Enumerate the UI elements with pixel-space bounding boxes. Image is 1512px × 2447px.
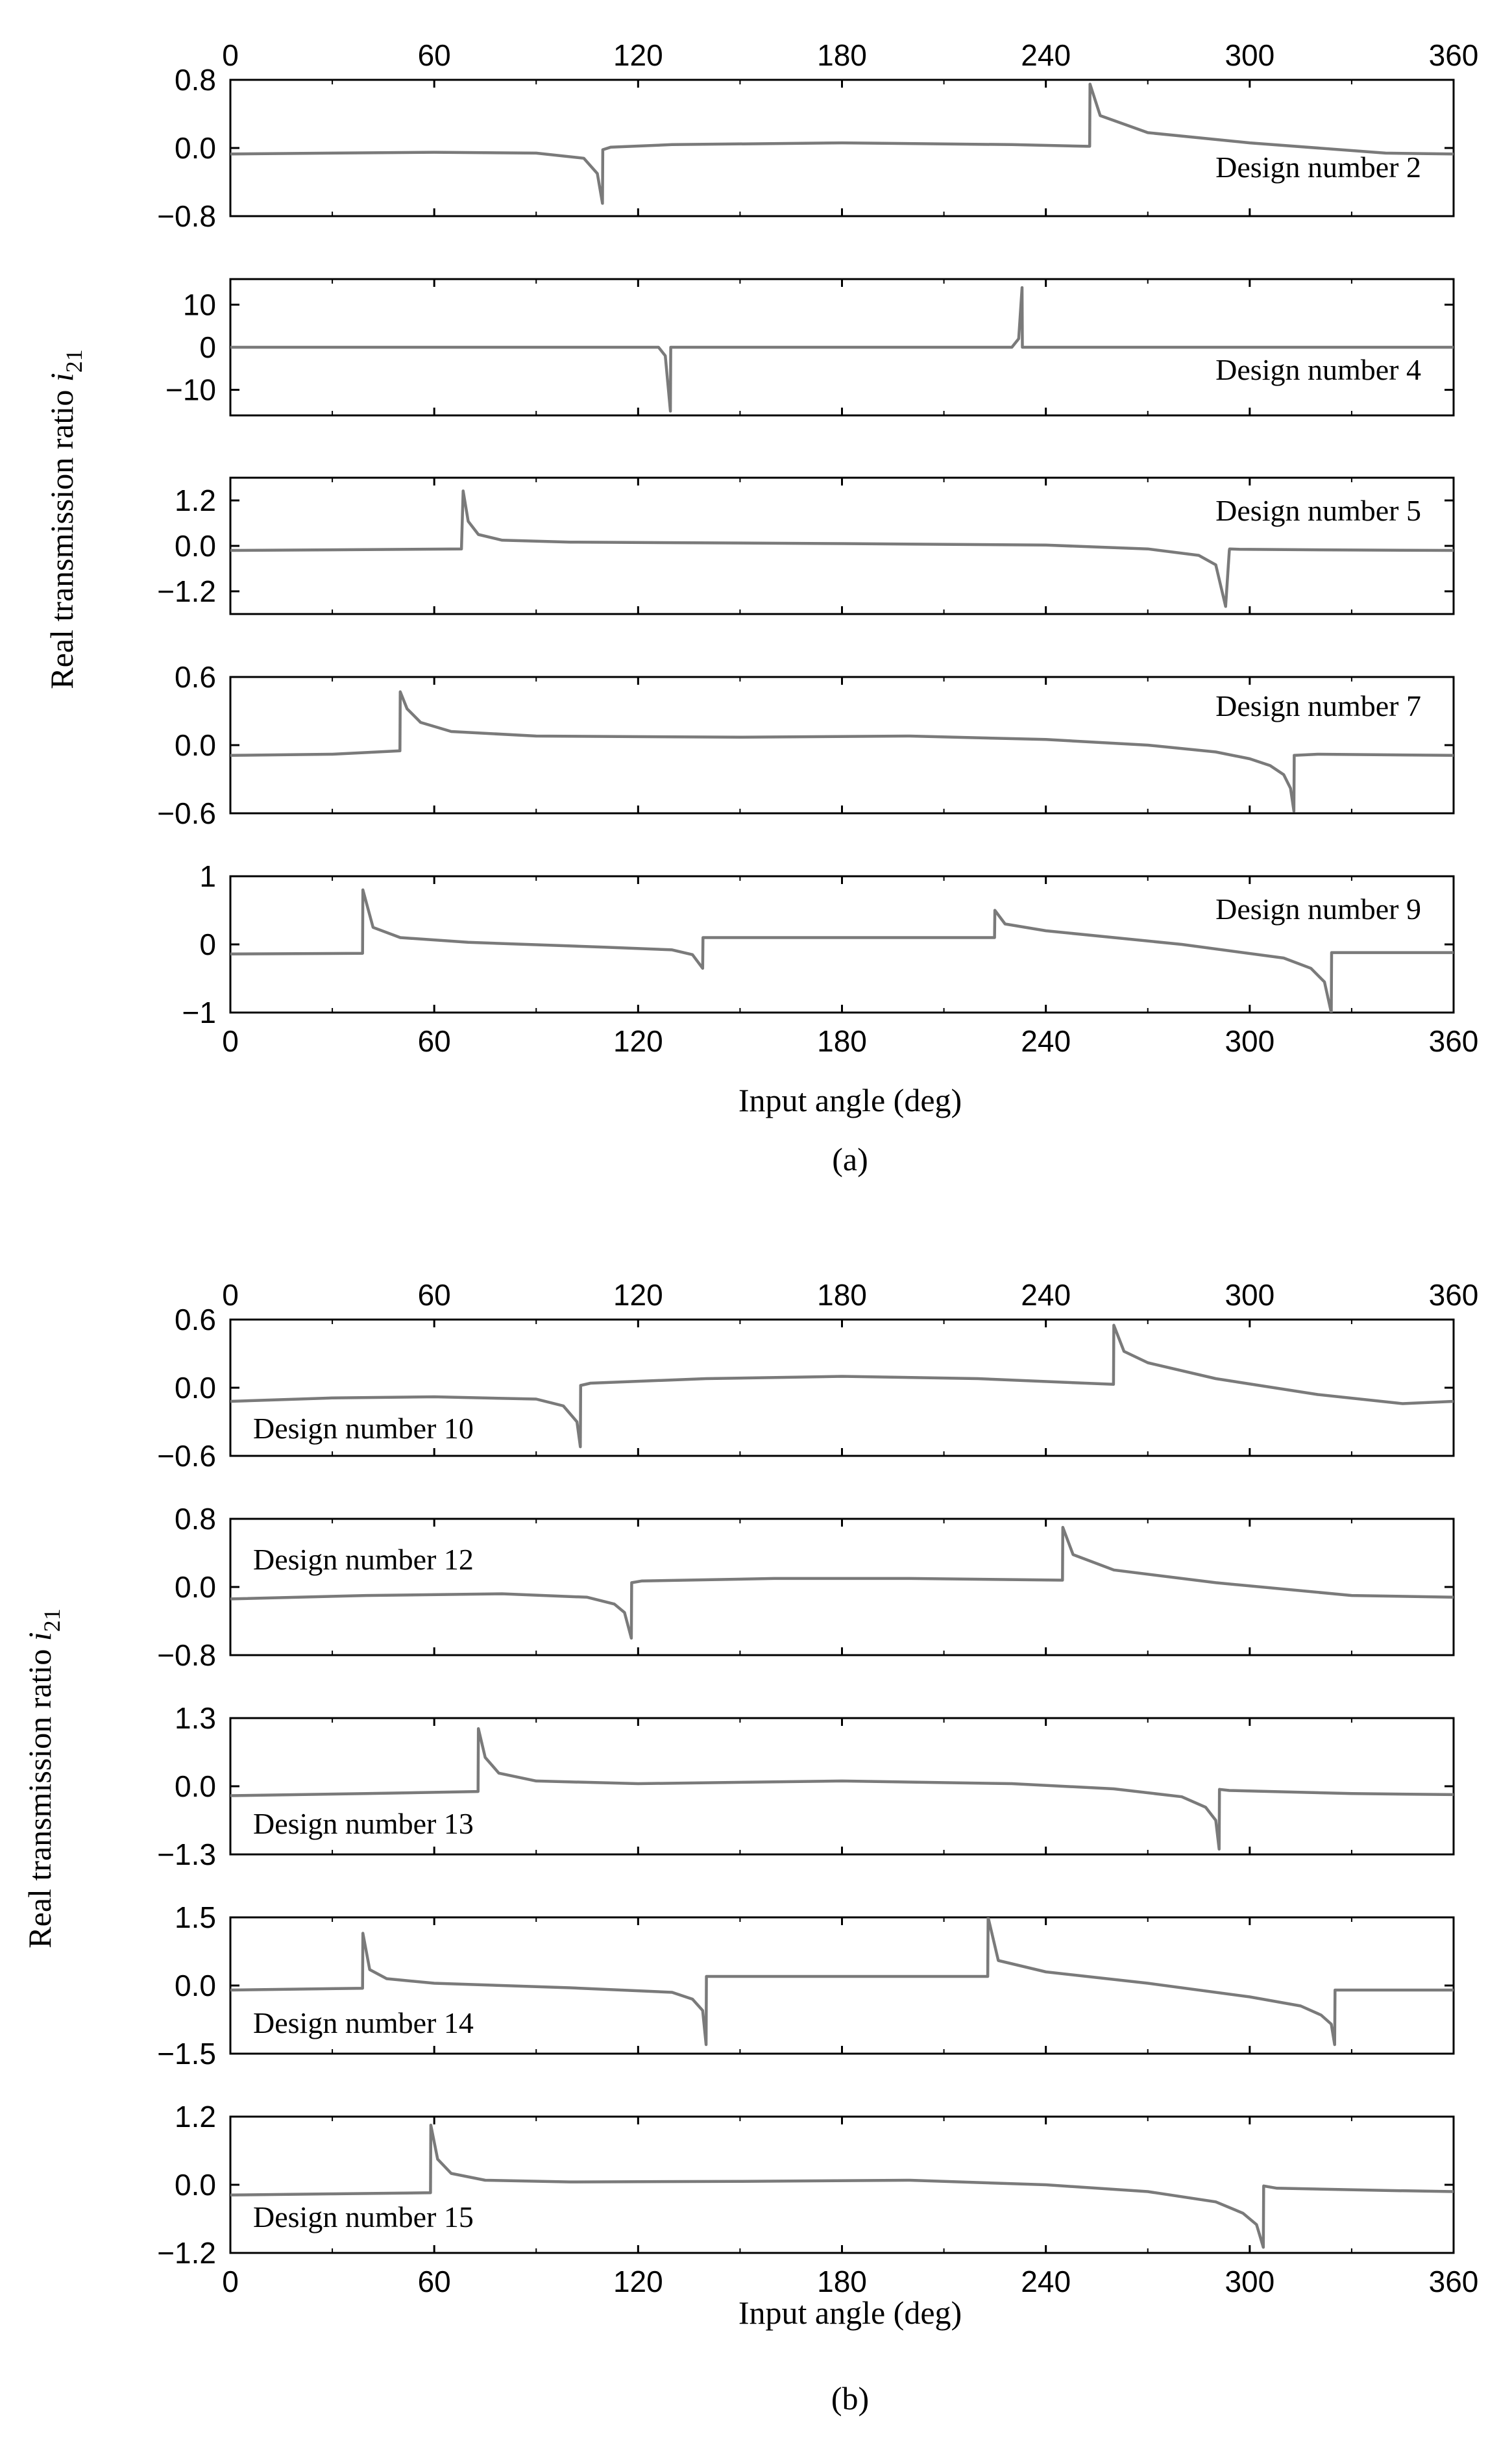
x-tick-label-top: 360	[1428, 38, 1479, 72]
design-label: Design number 4	[1215, 353, 1421, 386]
subplot-1	[157, 38, 1478, 233]
y-tick-label: 0.0	[175, 1570, 216, 1604]
y-tick-label: 0.0	[175, 1769, 216, 1803]
y-axis-title-a-italic: i	[43, 373, 80, 382]
x-tick-label: 120	[613, 2265, 663, 2298]
subplot-2	[165, 279, 1454, 415]
subplot-5	[182, 859, 1479, 1058]
x-tick-label: 240	[1021, 1024, 1071, 1058]
subplot-frame	[230, 80, 1454, 216]
series-line	[230, 288, 1454, 411]
y-tick-label: −1	[182, 996, 216, 1029]
x-tick-label: 60	[417, 1024, 451, 1058]
y-tick-label: −0.6	[157, 796, 216, 830]
subplot-6	[157, 1278, 1478, 1473]
subplot-10	[157, 2100, 1478, 2298]
y-tick-label: −10	[165, 373, 216, 407]
x-tick-label: 180	[817, 2265, 867, 2298]
y-tick-label: 0.6	[175, 1303, 216, 1336]
x-tick-label-top: 60	[417, 1278, 451, 1312]
x-tick-label-top: 240	[1021, 38, 1071, 72]
y-tick-label: 1.3	[175, 1701, 216, 1735]
subplot-8	[157, 1701, 1454, 1871]
subplot-4	[157, 660, 1454, 830]
y-tick-label: 0.8	[175, 1502, 216, 1536]
x-tick-label: 360	[1428, 1024, 1479, 1058]
y-tick-label: 10	[182, 288, 216, 322]
design-label: Design number 2	[1215, 151, 1421, 184]
x-tick-label-top: 240	[1021, 1278, 1071, 1312]
y-axis-title-a-sub: 21	[61, 349, 87, 373]
x-tick-label: 120	[613, 1024, 663, 1058]
x-tick-label-top: 0	[222, 38, 239, 72]
y-tick-label: −1.5	[157, 2037, 216, 2071]
y-tick-label: 1.2	[175, 2100, 216, 2133]
x-tick-label: 360	[1428, 2265, 1479, 2298]
design-label: Design number 13	[253, 1807, 474, 1840]
x-tick-label-top: 300	[1225, 38, 1275, 72]
x-tick-label-top: 180	[817, 38, 867, 72]
x-tick-label: 240	[1021, 2265, 1071, 2298]
design-label: Design number 5	[1215, 494, 1421, 527]
y-tick-label: 1.5	[175, 1900, 216, 1934]
subplot-3	[157, 478, 1454, 614]
y-tick-label: 0.0	[175, 1371, 216, 1405]
series-line	[230, 84, 1454, 204]
plots-layer	[157, 38, 1478, 2298]
y-tick-label: −0.6	[157, 1439, 216, 1473]
x-tick-label-top: 0	[222, 1278, 239, 1312]
x-tick-label: 300	[1225, 2265, 1275, 2298]
y-tick-label: −1.2	[157, 574, 216, 608]
x-tick-label: 0	[222, 1024, 239, 1058]
y-axis-title-b-main: Real transmission ratio	[21, 1641, 58, 1949]
y-tick-label: −0.8	[157, 1638, 216, 1672]
x-tick-label: 300	[1225, 1024, 1275, 1058]
design-label: Design number 15	[253, 2200, 474, 2233]
design-label: Design number 14	[253, 2006, 474, 2039]
y-tick-label: 1.2	[175, 484, 216, 517]
y-tick-label: 0	[199, 928, 216, 961]
x-tick-label-top: 120	[613, 1278, 663, 1312]
x-tick-label-top: 360	[1428, 1278, 1479, 1312]
design-label: Design number 9	[1215, 892, 1421, 926]
design-label: Design number 12	[253, 1543, 474, 1576]
y-axis-title-a-main: Real transmission ratio	[43, 382, 80, 689]
x-tick-label-top: 60	[417, 38, 451, 72]
y-axis-title-a	[43, 349, 87, 689]
x-axis-title-b: Input angle (deg)	[738, 2294, 962, 2331]
y-axis-title-b-italic: i	[21, 1632, 58, 1642]
y-tick-label: 1	[199, 859, 216, 893]
x-tick-label: 180	[817, 1024, 867, 1058]
subplot-9	[157, 1900, 1454, 2071]
x-tick-label: 60	[417, 2265, 451, 2298]
x-tick-label-top: 300	[1225, 1278, 1275, 1312]
y-tick-label: 0	[199, 330, 216, 364]
y-tick-label: 0.6	[175, 660, 216, 694]
y-tick-label: 0.0	[175, 529, 216, 563]
y-tick-label: 0.0	[175, 2168, 216, 2202]
design-label: Design number 7	[1215, 689, 1421, 722]
panel-label-a: (a)	[832, 1141, 868, 1177]
design-label: Design number 10	[253, 1412, 474, 1445]
y-axis-title-b-sub: 21	[39, 1608, 65, 1632]
y-axis-title-b	[21, 1608, 65, 1948]
y-tick-label: −1.3	[157, 1838, 216, 1871]
y-tick-label: 0.0	[175, 131, 216, 165]
x-axis-title-a: Input angle (deg)	[738, 1082, 962, 1118]
x-tick-label-top: 120	[613, 38, 663, 72]
y-tick-label: −1.2	[157, 2236, 216, 2270]
y-tick-label: 0.0	[175, 728, 216, 762]
y-tick-label: −0.8	[157, 199, 216, 233]
x-tick-label-top: 180	[817, 1278, 867, 1312]
x-tick-label: 0	[222, 2265, 239, 2298]
y-tick-label: 0.0	[175, 1969, 216, 2002]
panel-label-b: (b)	[831, 2380, 870, 2416]
subplot-7	[157, 1502, 1454, 1672]
y-tick-label: 0.8	[175, 63, 216, 97]
